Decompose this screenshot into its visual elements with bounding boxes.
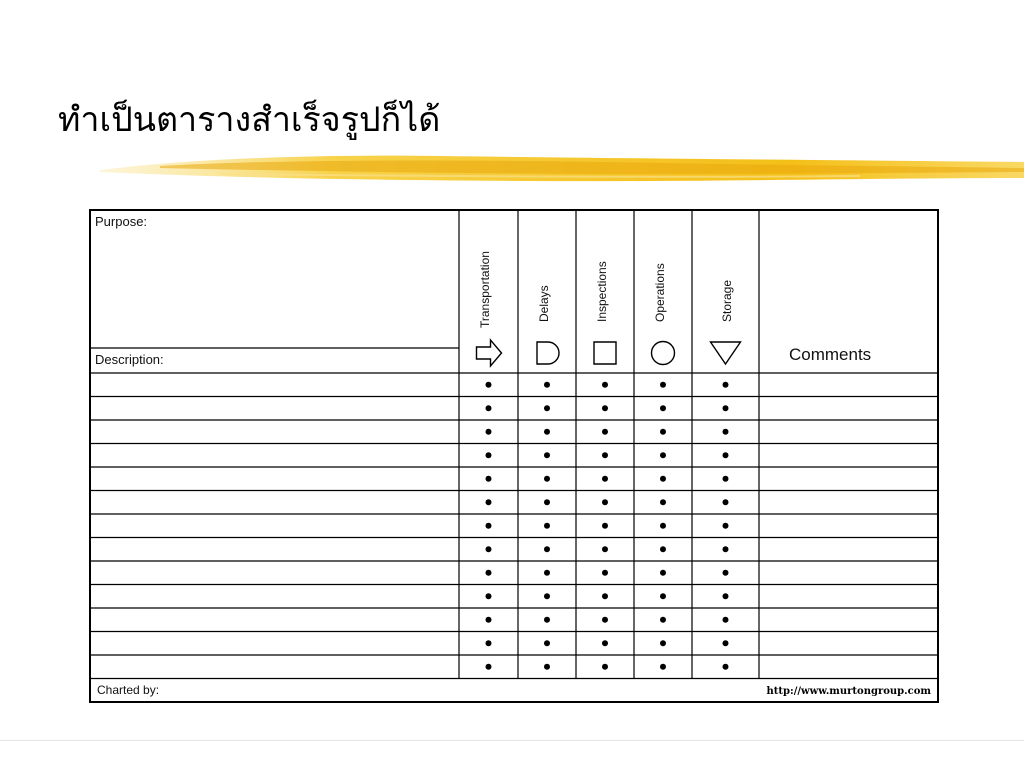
checkbox-dot[interactable]	[486, 570, 492, 576]
d-shape-icon	[537, 342, 559, 364]
checkbox-dot[interactable]	[602, 499, 608, 505]
checkbox-dot[interactable]	[660, 499, 666, 505]
checkbox-dot[interactable]	[486, 499, 492, 505]
checkbox-dot[interactable]	[486, 593, 492, 599]
purpose-label: Purpose:	[95, 214, 148, 229]
checkbox-dot[interactable]	[486, 452, 492, 458]
checkbox-dot[interactable]	[544, 593, 550, 599]
slide-title: ทำเป็นตารางสำเร็จรูปก็ได้	[58, 100, 441, 140]
column-header-inspections: Inspections	[595, 261, 609, 322]
checkbox-dot[interactable]	[723, 570, 729, 576]
checkbox-dot[interactable]	[544, 640, 550, 646]
yellow-brush-stroke	[100, 148, 1024, 190]
description-label: Description:	[95, 352, 164, 367]
checkbox-dot[interactable]	[660, 570, 666, 576]
checkbox-dot[interactable]	[602, 640, 608, 646]
footer-divider	[0, 740, 1024, 741]
comments-header: Comments	[789, 345, 872, 364]
checkbox-dot[interactable]	[723, 476, 729, 482]
checkbox-dot[interactable]	[544, 452, 550, 458]
circle-icon	[652, 342, 675, 365]
checkbox-dot[interactable]	[602, 570, 608, 576]
checkbox-dot[interactable]	[486, 429, 492, 435]
checkbox-dot[interactable]	[486, 664, 492, 670]
checkbox-dot[interactable]	[544, 546, 550, 552]
column-header-operations: Operations	[653, 263, 667, 322]
checkbox-dot[interactable]	[723, 499, 729, 505]
checkbox-dot[interactable]	[660, 640, 666, 646]
checkbox-dot[interactable]	[544, 382, 550, 388]
checkbox-dot[interactable]	[486, 546, 492, 552]
checkbox-dot[interactable]	[723, 546, 729, 552]
checkbox-dot[interactable]	[486, 382, 492, 388]
checkbox-dot[interactable]	[660, 382, 666, 388]
checkbox-dot[interactable]	[544, 523, 550, 529]
checkbox-dot[interactable]	[486, 640, 492, 646]
checkbox-dot[interactable]	[602, 382, 608, 388]
charted-by-label: Charted by:	[97, 683, 160, 697]
column-header-transportation: Transportation	[478, 251, 492, 328]
checkbox-dot[interactable]	[602, 664, 608, 670]
checkbox-dot[interactable]	[723, 664, 729, 670]
checkbox-dot[interactable]	[723, 640, 729, 646]
checkbox-dot[interactable]	[660, 523, 666, 529]
checkbox-dot[interactable]	[602, 452, 608, 458]
checkbox-dot[interactable]	[486, 476, 492, 482]
checkbox-dot[interactable]	[660, 405, 666, 411]
arrow-icon	[477, 340, 502, 366]
source-url: http://www.murtongroup.com	[766, 686, 931, 697]
checkbox-dot[interactable]	[723, 405, 729, 411]
checkbox-dot[interactable]	[723, 593, 729, 599]
checkbox-dot[interactable]	[544, 405, 550, 411]
checkbox-dot[interactable]	[544, 570, 550, 576]
checkbox-dot[interactable]	[602, 523, 608, 529]
checkbox-dot[interactable]	[602, 593, 608, 599]
checkbox-dot[interactable]	[486, 405, 492, 411]
checkbox-dot[interactable]	[602, 476, 608, 482]
checkbox-dot[interactable]	[544, 664, 550, 670]
checkbox-dot[interactable]	[544, 617, 550, 623]
checkbox-dot[interactable]	[602, 405, 608, 411]
triangle-down-icon	[711, 342, 741, 364]
checkbox-dot[interactable]	[660, 476, 666, 482]
checkbox-dot[interactable]	[660, 593, 666, 599]
checkbox-dot[interactable]	[723, 617, 729, 623]
column-header-storage: Storage	[720, 279, 734, 322]
checkbox-dot[interactable]	[660, 617, 666, 623]
checkbox-dot[interactable]	[486, 617, 492, 623]
checkbox-dot[interactable]	[660, 546, 666, 552]
checkbox-dot[interactable]	[660, 664, 666, 670]
checkbox-dot[interactable]	[723, 452, 729, 458]
form-grid	[91, 211, 937, 701]
square-icon	[594, 342, 616, 364]
checkbox-dot[interactable]	[723, 382, 729, 388]
checkbox-dot[interactable]	[723, 523, 729, 529]
checkbox-dot[interactable]	[723, 429, 729, 435]
checkbox-dot[interactable]	[544, 476, 550, 482]
checkbox-dot[interactable]	[660, 452, 666, 458]
checkbox-dot[interactable]	[602, 546, 608, 552]
process-chart-form	[89, 209, 939, 703]
column-header-delays: Delays	[537, 285, 551, 322]
checkbox-dot[interactable]	[602, 429, 608, 435]
checkbox-dot[interactable]	[602, 617, 608, 623]
checkbox-dot[interactable]	[544, 429, 550, 435]
checkbox-dot[interactable]	[544, 499, 550, 505]
checkbox-dot[interactable]	[486, 523, 492, 529]
checkbox-dot[interactable]	[660, 429, 666, 435]
